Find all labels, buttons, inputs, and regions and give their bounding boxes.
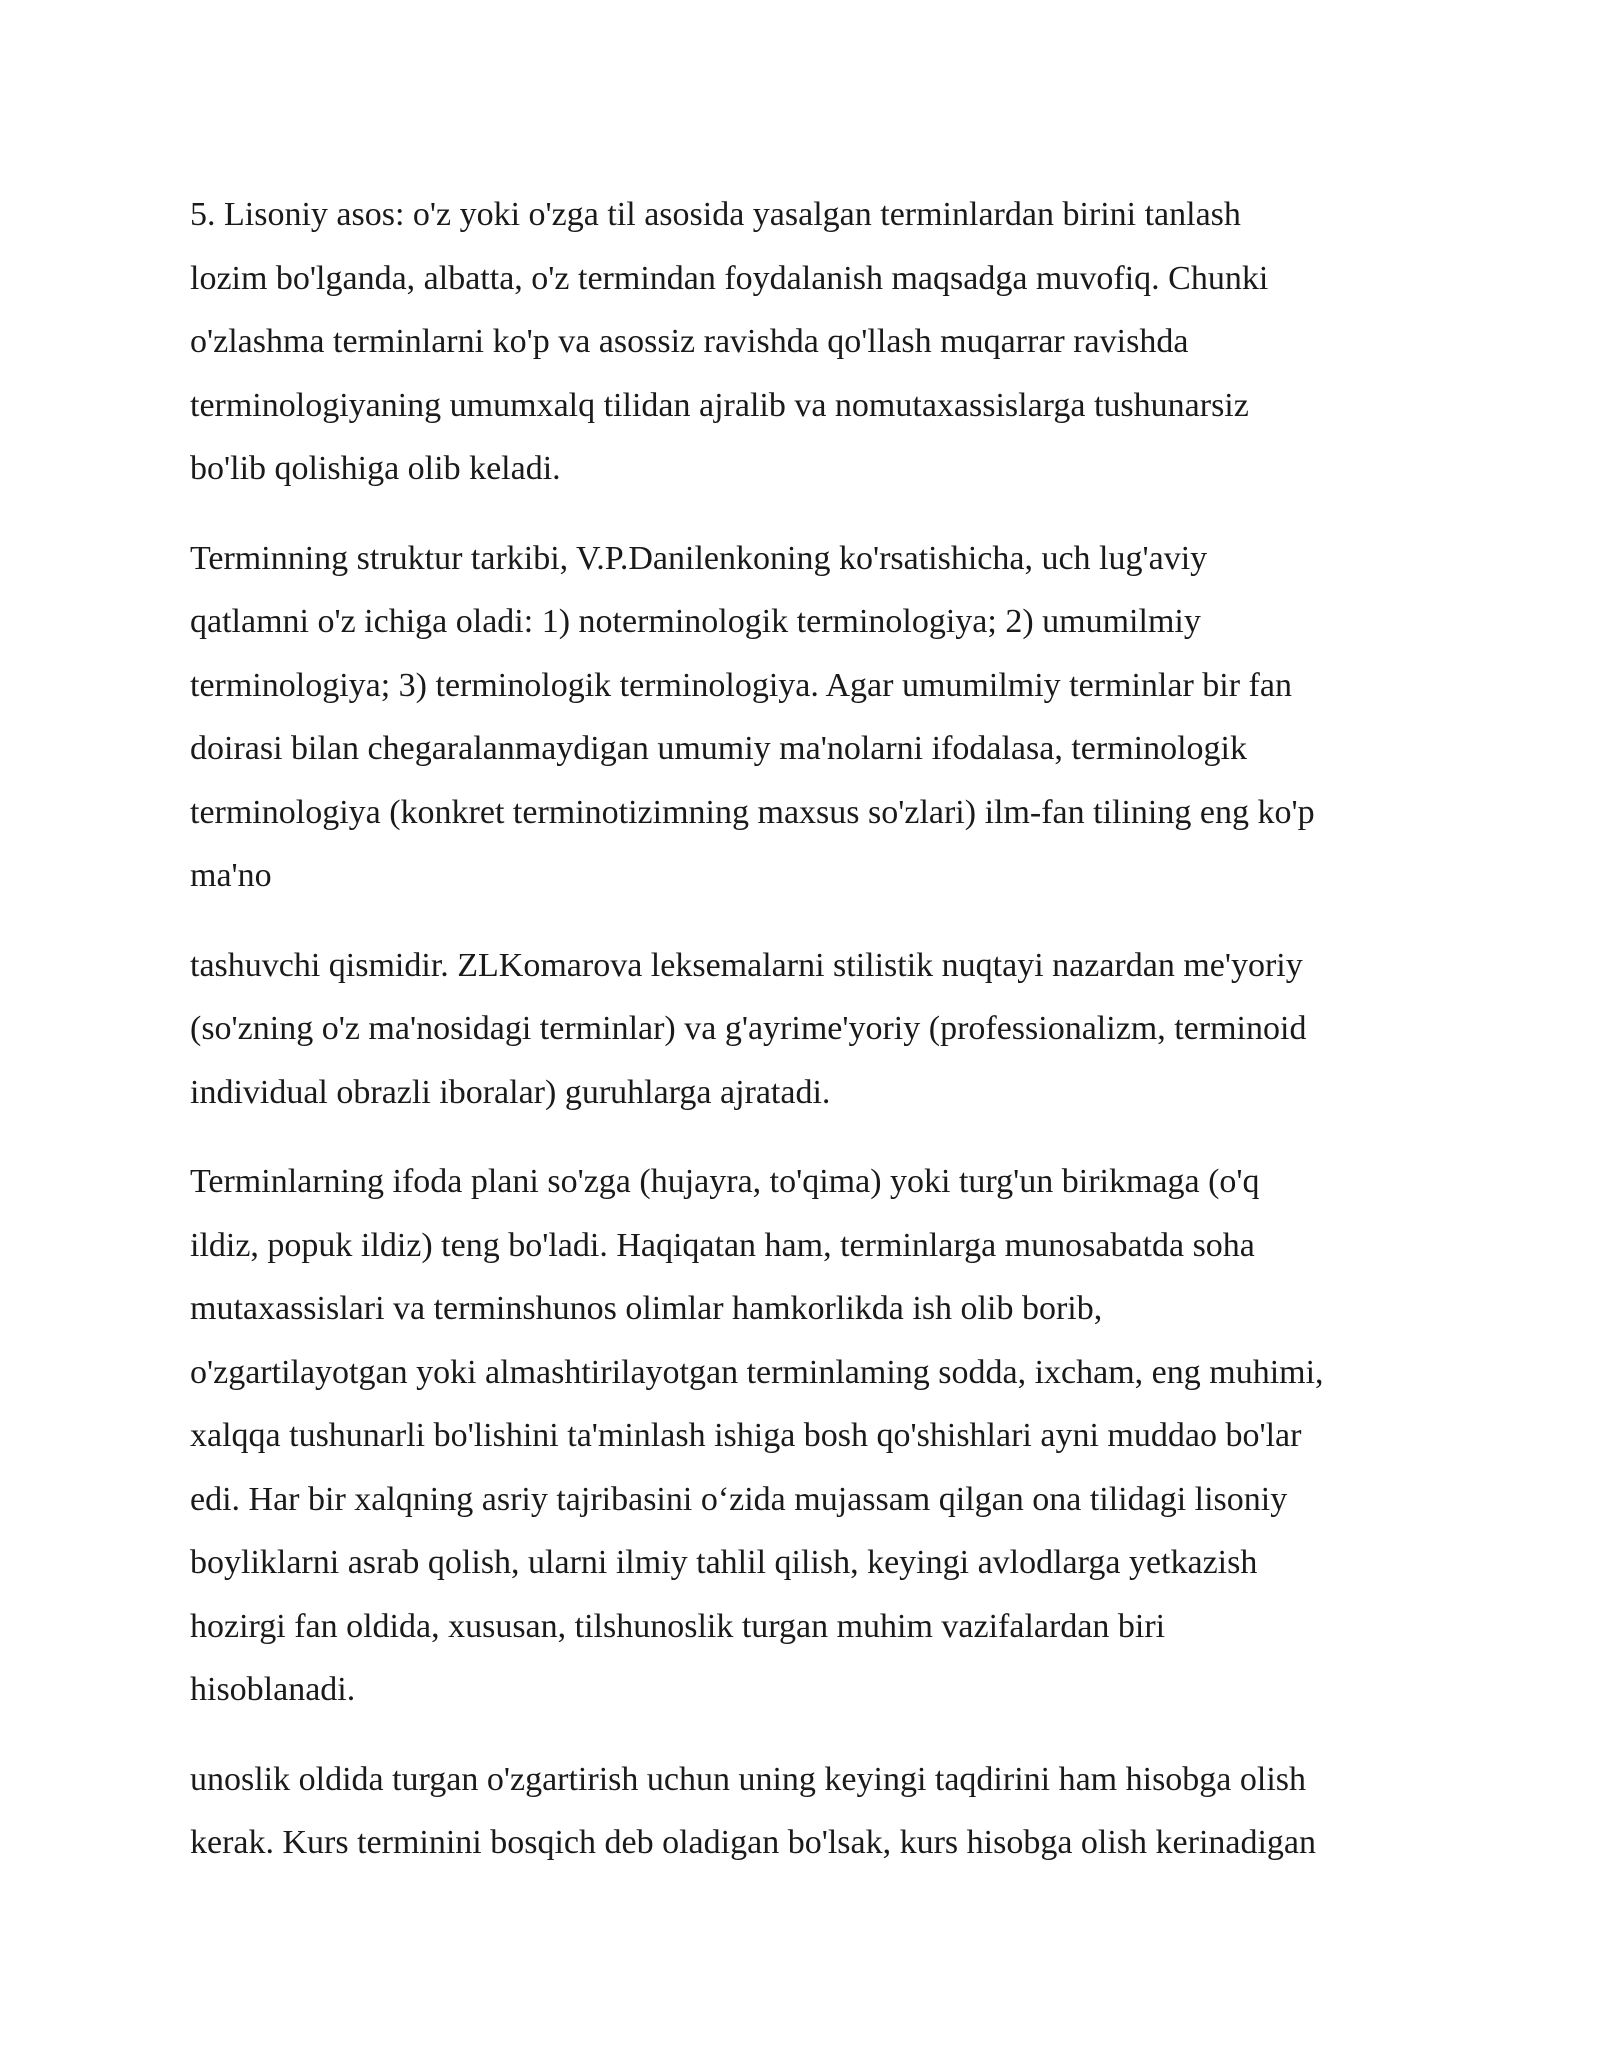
document-body [190, 183, 1430, 1901]
text-line: doirasi bilan chegaralanmaydigan umumiy ma'nolarni ifodalasa, terminologik [190, 730, 1247, 767]
text-line: o'zlashma terminlarni ko'p va asossiz ravishda qo'llash muqarrar ravishda [190, 323, 1189, 360]
text-line: ildiz, popuk ildiz) teng bo'ladi. Haqiqatan ham, terminlarga munosabatda soha [190, 1226, 1255, 1264]
text-line: boyliklarni asrab qolish, ularni ilmiy tahlil qilish, keyingi avlodlarga yetkazish [190, 1544, 1258, 1581]
text-line: ma'no [190, 857, 272, 894]
text-line: qatlamni o'z ichiga oladi: 1) noterminologik terminologiya; 2) umumilmiy [190, 603, 1201, 640]
text-line: hisoblanadi. [190, 1671, 356, 1708]
text-line: lozim bo'lganda, albatta, o'z termindan foydalanish maqsadga muvofiq. Chunki [190, 259, 1269, 297]
text-line: xalqqa tushunarli bo'lishini ta'minlash ishiga bosh qo'shishlari ayni muddao bo'lar [190, 1417, 1302, 1454]
text-line: kerak. Kurs terminini bosqich deb oladigan bo'lsak, kurs hisobga olish kerinadigan [190, 1824, 1317, 1861]
paragraph-komarova [190, 934, 1430, 1125]
text-line: mutaxassislari va terminshunos olimlar hamkorlikda ish olib borib, [190, 1290, 1103, 1327]
paragraph-lisoniy-asos [190, 183, 1430, 501]
text-line: bo'lib qolishiga olib keladi. [190, 450, 561, 487]
text-line: o'zgartilayotgan yoki almashtirilayotgan terminlaming sodda, ixcham, eng muhimi, [190, 1353, 1324, 1391]
text-line: individual obrazli iboralar) guruhlarga ajratadi. [190, 1073, 831, 1111]
text-line: terminologiya; 3) terminologik terminologiya. Agar umumilmiy terminlar bir fan [190, 666, 1292, 704]
text-line: hozirgi fan oldida, xususan, tilshunoslik turgan muhim vazifalardan biri [190, 1607, 1166, 1645]
text-line: Terminlarning ifoda plani so'zga (hujayra, to'qima) yoki turg'un birikmaga (o'q [190, 1163, 1260, 1200]
text-line: tashuvchi qismidir. ZLKomarova leksemalarni stilistik nuqtayi nazardan me'yoriy [190, 946, 1303, 984]
text-line: Terminning struktur tarkibi, V.P.Danilenkoning ko'rsatishicha, uch lug'aviy [190, 539, 1208, 577]
text-line: unoslik oldida turgan o'zgartirish uchun uning keyingi taqdirini ham hisobga olish [190, 1760, 1307, 1798]
paragraph-ifoda-plani [190, 1150, 1430, 1722]
text-line: (so'zning o'z ma'nosidagi terminlar) va g'ayrime'yoriy (professionalizm, terminoid [190, 1010, 1307, 1047]
text-line: edi. Har bir xalqning asriy tajribasini o‘zida mujassam qilgan ona tilidagi lisoniy [190, 1480, 1288, 1518]
text-line: 5. Lisoniy asos: o'z yoki o'zga til asosida yasalgan terminlardan birini tanlash [190, 196, 1241, 233]
text-line: terminologiya (konkret terminotizimning maxsus so'zlari) ilm-fan tilining eng ko'p [190, 793, 1315, 831]
paragraph-kurs-termini [190, 1748, 1430, 1875]
text-line: terminologiyaning umumxalq tilidan ajralib va nomutaxassislarga tushunarsiz [190, 386, 1249, 424]
paragraph-struktur-tarkibi [190, 527, 1430, 908]
